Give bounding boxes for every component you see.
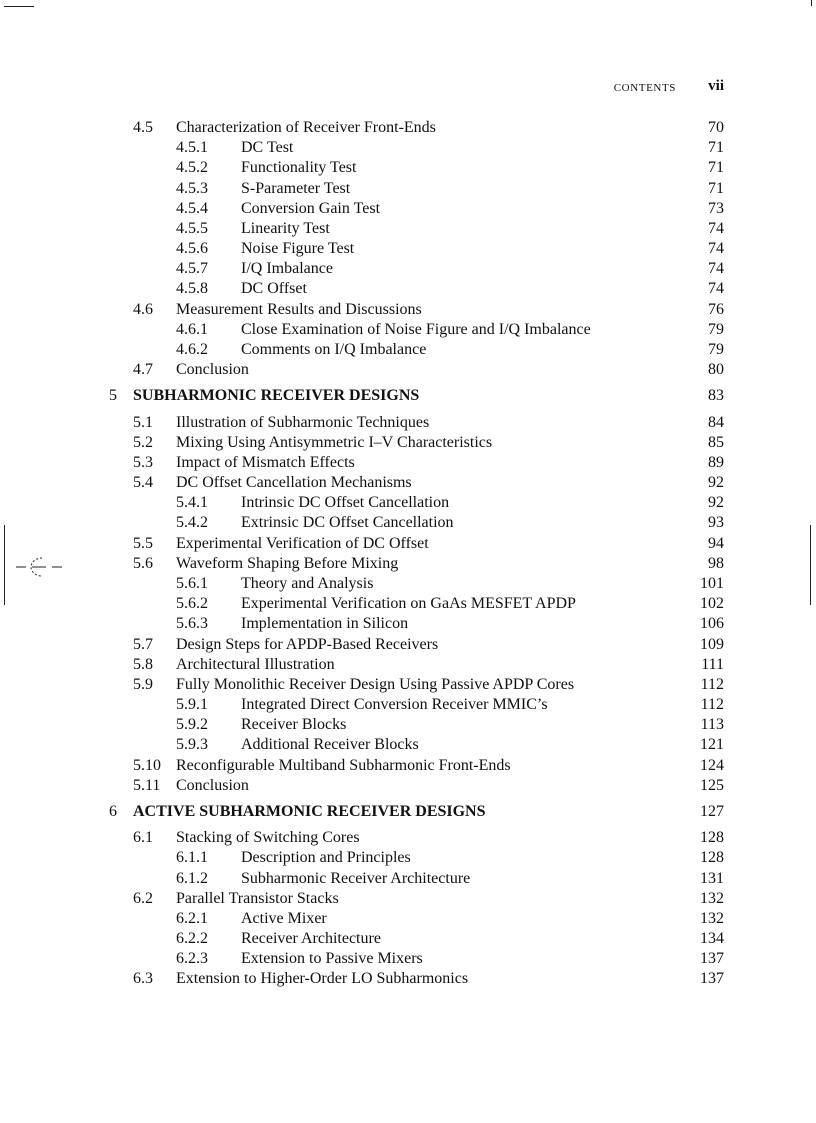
entry-number: 4.5.1: [176, 139, 208, 157]
entry-page: 84: [708, 413, 724, 431]
entry-title: Comments on I/Q Imbalance: [241, 341, 427, 358]
toc-entry-section[interactable]: [0, 473, 816, 493]
entry-title: I/Q Imbalance: [241, 260, 333, 278]
toc-entry-section[interactable]: [0, 655, 816, 675]
entry-page: 121: [700, 736, 724, 754]
toc-entry-section[interactable]: [0, 413, 816, 433]
entry-number: 5.4.2: [176, 514, 208, 532]
entry-title: Close Examination of Noise Figure and I/Q Imbalance: [241, 320, 591, 338]
entry-number: 4.6: [133, 300, 153, 318]
entry-title: Implementation in Silicon: [241, 615, 409, 633]
entry-number: 4.5.8: [176, 280, 208, 298]
toc-entry-subsection[interactable]: [0, 239, 816, 259]
entry-number: 4.6.1: [176, 320, 208, 338]
entry-page: 73: [708, 199, 724, 217]
toc-entry-subsection[interactable]: [0, 909, 816, 929]
entry-title: Experimental Verification on GaAs MESFET APDP: [241, 595, 576, 613]
entry-number: 5.11: [133, 776, 161, 794]
entry-title: Functionality Test: [241, 159, 357, 177]
entry-title: Conclusion: [176, 776, 249, 794]
entry-page: 113: [700, 716, 724, 734]
entry-page: 80: [708, 361, 724, 379]
toc-entry-section[interactable]: [0, 675, 816, 695]
crop-mark-top-right: [811, 0, 812, 6]
entry-number: 5: [109, 387, 117, 405]
entry-title: SUBHARMONIC RECEIVER DESIGNS: [133, 387, 420, 405]
entry-number: 4.5.6: [176, 240, 208, 258]
page-number: vii: [708, 78, 724, 94]
entry-title: Receiver Architecture: [241, 930, 381, 947]
toc-entry-section[interactable]: [0, 554, 816, 574]
entry-title: Parallel Transistor Stacks: [176, 889, 339, 907]
entry-number: 4.5.7: [176, 260, 208, 278]
entry-page: 109: [700, 635, 724, 653]
entry-number: 5.6.3: [176, 615, 208, 633]
toc-entry-subsection[interactable]: [0, 735, 816, 755]
entry-number: 5.9: [133, 675, 153, 693]
entry-number: 5.8: [133, 655, 153, 673]
entry-number: 5.9.3: [176, 736, 208, 754]
entry-title: DC Test: [241, 139, 294, 157]
toc-entry-subsection[interactable]: [0, 614, 816, 634]
entry-title: Mixing Using Antisymmetric I–V Characteristics: [176, 433, 493, 451]
toc-entry-section[interactable]: [0, 534, 816, 554]
toc-entry-subsection[interactable]: [0, 574, 816, 594]
entry-page: 137: [700, 970, 724, 988]
entry-title: Waveform Shaping Before Mixing: [176, 554, 399, 572]
toc-entry-subsection[interactable]: [0, 715, 816, 735]
entry-number: 4.5.4: [176, 199, 208, 217]
entry-number: 5.9.2: [176, 716, 208, 734]
entry-number: 5.3: [133, 453, 153, 471]
entry-title: Extension to Passive Mixers: [241, 950, 423, 968]
entry-title: Reconfigurable Multiband Subharmonic Front-Ends: [176, 756, 511, 774]
toc-entry-subsection[interactable]: [0, 199, 816, 219]
toc-entry-subsection[interactable]: [0, 513, 816, 533]
entry-title: Extension to Higher-Order LO Subharmonics: [176, 970, 469, 988]
entry-number: 5.4: [133, 474, 153, 492]
entry-title: Intrinsic DC Offset Cancellation: [241, 494, 450, 512]
toc-entry-subsection[interactable]: [0, 158, 816, 178]
toc-entry-subsection[interactable]: [0, 949, 816, 969]
entry-page: 128: [700, 849, 724, 867]
entry-number: 5.7: [133, 635, 153, 653]
entry-page: 112: [700, 696, 724, 713]
entry-page: 127: [700, 802, 724, 820]
toc-entry-section[interactable]: [0, 118, 816, 138]
entry-number: 5.1: [133, 413, 153, 431]
entry-title: Description and Principles: [241, 849, 411, 867]
entry-page: 94: [708, 534, 724, 552]
entry-title: S-Parameter Test: [241, 179, 351, 197]
entry-page: 112: [700, 675, 724, 693]
entry-page: 137: [700, 950, 724, 968]
entry-number: 6.2.2: [176, 930, 208, 947]
entry-number: 4.7: [133, 361, 153, 379]
entry-page: 74: [708, 219, 724, 237]
entry-page: 128: [700, 829, 724, 847]
entry-title: Active Mixer: [241, 909, 327, 927]
entry-number: 6.1.2: [176, 869, 208, 887]
entry-page: 132: [700, 909, 724, 927]
entry-page: 74: [708, 280, 724, 298]
entry-title: Impact of Mismatch Effects: [176, 453, 355, 471]
toc-entry-subsection[interactable]: [0, 179, 816, 199]
entry-number: 6.3: [133, 970, 153, 988]
entry-page: 76: [708, 300, 724, 318]
toc-entry-subsection[interactable]: [0, 695, 816, 715]
entry-title: Subharmonic Receiver Architecture: [241, 869, 471, 887]
entry-page: 74: [708, 240, 724, 258]
entry-page: 125: [700, 776, 724, 794]
toc-entry-subsection[interactable]: [0, 848, 816, 868]
entry-number: 6.1: [133, 829, 153, 847]
toc-entry-chapter[interactable]: [0, 386, 816, 406]
entry-page: 131: [700, 869, 724, 887]
entry-number: 4.5: [133, 119, 153, 136]
entry-page: 79: [708, 320, 724, 338]
entry-page: 101: [700, 575, 724, 592]
entry-title: Design Steps for APDP-Based Receivers: [176, 635, 439, 653]
toc-entry-section[interactable]: [0, 635, 816, 655]
entry-number: 5.9.1: [176, 696, 208, 713]
toc-entry-section[interactable]: [0, 776, 816, 796]
entry-number: 5.2: [133, 433, 153, 451]
entry-number: 6: [109, 802, 117, 820]
entry-title: Conversion Gain Test: [241, 199, 381, 217]
entry-page: 74: [708, 260, 724, 278]
toc-entry-section[interactable]: [0, 756, 816, 776]
toc-entry-chapter[interactable]: [0, 802, 816, 822]
toc-entry-subsection[interactable]: [0, 493, 816, 513]
toc-entry-subsection[interactable]: [0, 594, 816, 614]
entry-title: Architectural Illustration: [176, 655, 335, 673]
entry-title: Conclusion: [176, 361, 249, 379]
toc-entry-subsection[interactable]: [0, 869, 816, 889]
toc-entry-subsection[interactable]: [0, 138, 816, 158]
toc-entry-section[interactable]: [0, 300, 816, 320]
entry-title: Linearity Test: [241, 219, 330, 237]
entry-title: Experimental Verification of DC Offset: [176, 534, 429, 552]
entry-title: Illustration of Subharmonic Techniques: [176, 413, 430, 431]
entry-number: 5.6: [133, 554, 153, 572]
toc-entry-section[interactable]: [0, 433, 816, 453]
entry-number: 4.6.2: [176, 341, 208, 358]
toc-entry-subsection[interactable]: [0, 340, 816, 360]
entry-number: 5.4.1: [176, 494, 208, 512]
entry-page: 70: [708, 119, 724, 136]
entry-number: 4.5.3: [176, 179, 208, 197]
entry-number: 6.2: [133, 889, 153, 907]
toc-entry-section[interactable]: [0, 360, 816, 380]
entry-page: 93: [708, 514, 724, 532]
entry-title: Theory and Analysis: [241, 575, 374, 592]
entry-page: 132: [700, 889, 724, 907]
toc-entry-subsection[interactable]: [0, 219, 816, 239]
entry-page: 83: [708, 387, 724, 405]
toc-entry-section[interactable]: [0, 828, 816, 848]
entry-number: 6.2.3: [176, 950, 208, 968]
entry-title: DC Offset: [241, 280, 307, 298]
entry-number: 4.5.2: [176, 159, 208, 177]
entry-page: 85: [708, 433, 724, 451]
entry-title: Fully Monolithic Receiver Design Using Passive APDP Cores: [176, 675, 575, 693]
entry-title: ACTIVE SUBHARMONIC RECEIVER DESIGNS: [133, 802, 486, 820]
entry-page: 92: [708, 494, 724, 512]
entry-title: Noise Figure Test: [241, 240, 355, 258]
entry-number: 6.2.1: [176, 909, 208, 927]
entry-page: 89: [708, 453, 724, 471]
entry-page: 124: [700, 756, 724, 774]
toc-entry-subsection[interactable]: [0, 279, 816, 299]
entry-number: 5.10: [133, 756, 161, 774]
entry-title: Characterization of Receiver Front-Ends: [176, 119, 436, 136]
entry-title: Stacking of Switching Cores: [176, 829, 360, 847]
entry-title: Extrinsic DC Offset Cancellation: [241, 514, 454, 532]
entry-title: Integrated Direct Conversion Receiver MMIC’s: [241, 696, 548, 713]
entry-number: 5.6.2: [176, 595, 208, 613]
toc-entry-subsection[interactable]: [0, 320, 816, 340]
toc-entry-section[interactable]: [0, 969, 816, 989]
entry-title: Receiver Blocks: [241, 716, 347, 734]
entry-number: 6.1.1: [176, 849, 208, 867]
entry-number: 4.5.5: [176, 219, 208, 237]
crop-mark-top-left: [4, 6, 34, 7]
entry-page: 71: [708, 139, 724, 157]
entry-page: 134: [700, 930, 724, 947]
entry-page: 102: [700, 595, 724, 613]
entry-page: 98: [708, 554, 724, 572]
entry-title: Measurement Results and Discussions: [176, 300, 422, 318]
entry-number: 5.5: [133, 534, 153, 552]
toc-entry-subsection[interactable]: [0, 929, 816, 949]
toc-entry-section[interactable]: [0, 889, 816, 909]
running-header: [0, 78, 724, 98]
entry-page: 92: [708, 474, 724, 492]
entry-title: DC Offset Cancellation Mechanisms: [176, 474, 412, 492]
running-title: CONTENTS: [613, 82, 676, 94]
entry-title: Additional Receiver Blocks: [241, 736, 419, 754]
entry-page: 111: [701, 655, 724, 673]
toc-entry-section[interactable]: [0, 453, 816, 473]
entry-number: 5.6.1: [176, 575, 208, 592]
entry-page: 106: [700, 615, 724, 633]
toc-entry-subsection[interactable]: [0, 259, 816, 279]
entry-page: 71: [708, 179, 724, 197]
entry-page: 71: [708, 159, 724, 177]
entry-page: 79: [708, 341, 724, 358]
